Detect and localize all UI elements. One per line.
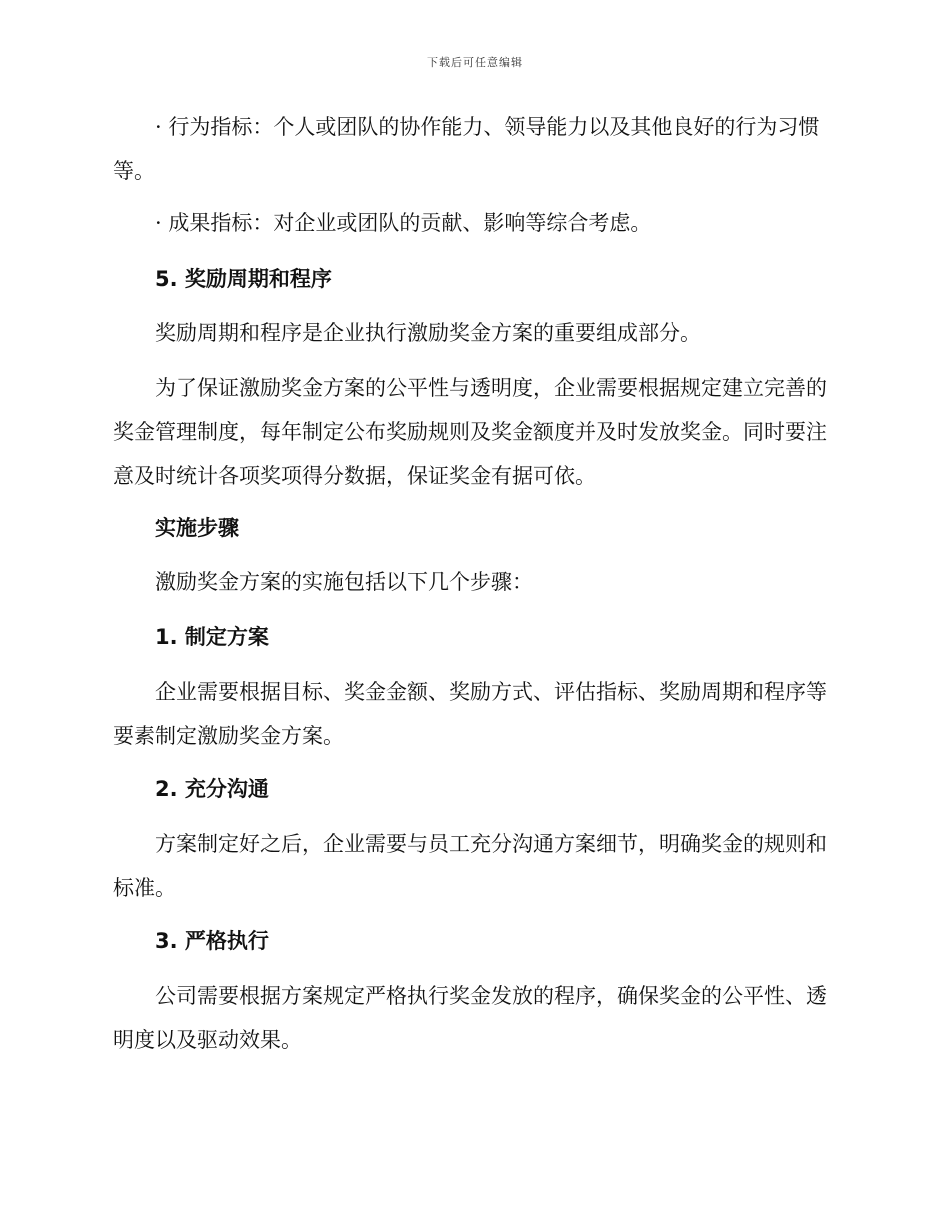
paragraph-steps-intro: 激励奖金方案的实施包括以下几个步骤： [155, 570, 533, 594]
heading-step-1: 1. 制定方案 [155, 625, 269, 649]
heading-step-3: 3. 严格执行 [155, 929, 269, 953]
heading-step-2: 2. 充分沟通 [155, 777, 269, 801]
header-note: 下载后可任意编辑 [427, 56, 523, 69]
paragraph-step-1: 企业需要根据目标、奖金金额、奖励方式、评估指标、奖励周期和程序等要素制定激励奖金方案。 [113, 680, 827, 748]
heading-implementation-steps: 实施步骤 [155, 516, 239, 540]
heading-reward-cycle: 5. 奖励周期和程序 [155, 267, 332, 291]
paragraph-reward-cycle-intro: 奖励周期和程序是企业执行激励奖金方案的重要组成部分。 [155, 321, 701, 345]
paragraph-step-2: 方案制定好之后，企业需要与员工充分沟通方案细节，明确奖金的规则和标准。 [113, 832, 827, 900]
paragraph-fairness-transparency: 为了保证激励奖金方案的公平性与透明度，企业需要根据规定建立完善的奖金管理制度，每年制定公布奖励规则及奖金额度并及时发放奖金。同时要注意及时统计各项奖项得分数据，保证奖金有据可依。 [113, 376, 827, 488]
paragraph-behavior-indicator: · 行为指标：个人或团队的协作能力、领导能力以及其他良好的行为习惯等。 [113, 115, 820, 183]
paragraph-step-3: 公司需要根据方案规定严格执行奖金发放的程序，确保奖金的公平性、透明度以及驱动效果。 [113, 984, 827, 1052]
paragraph-result-indicator: · 成果指标：对企业或团队的贡献、影响等综合考虑。 [155, 211, 652, 235]
